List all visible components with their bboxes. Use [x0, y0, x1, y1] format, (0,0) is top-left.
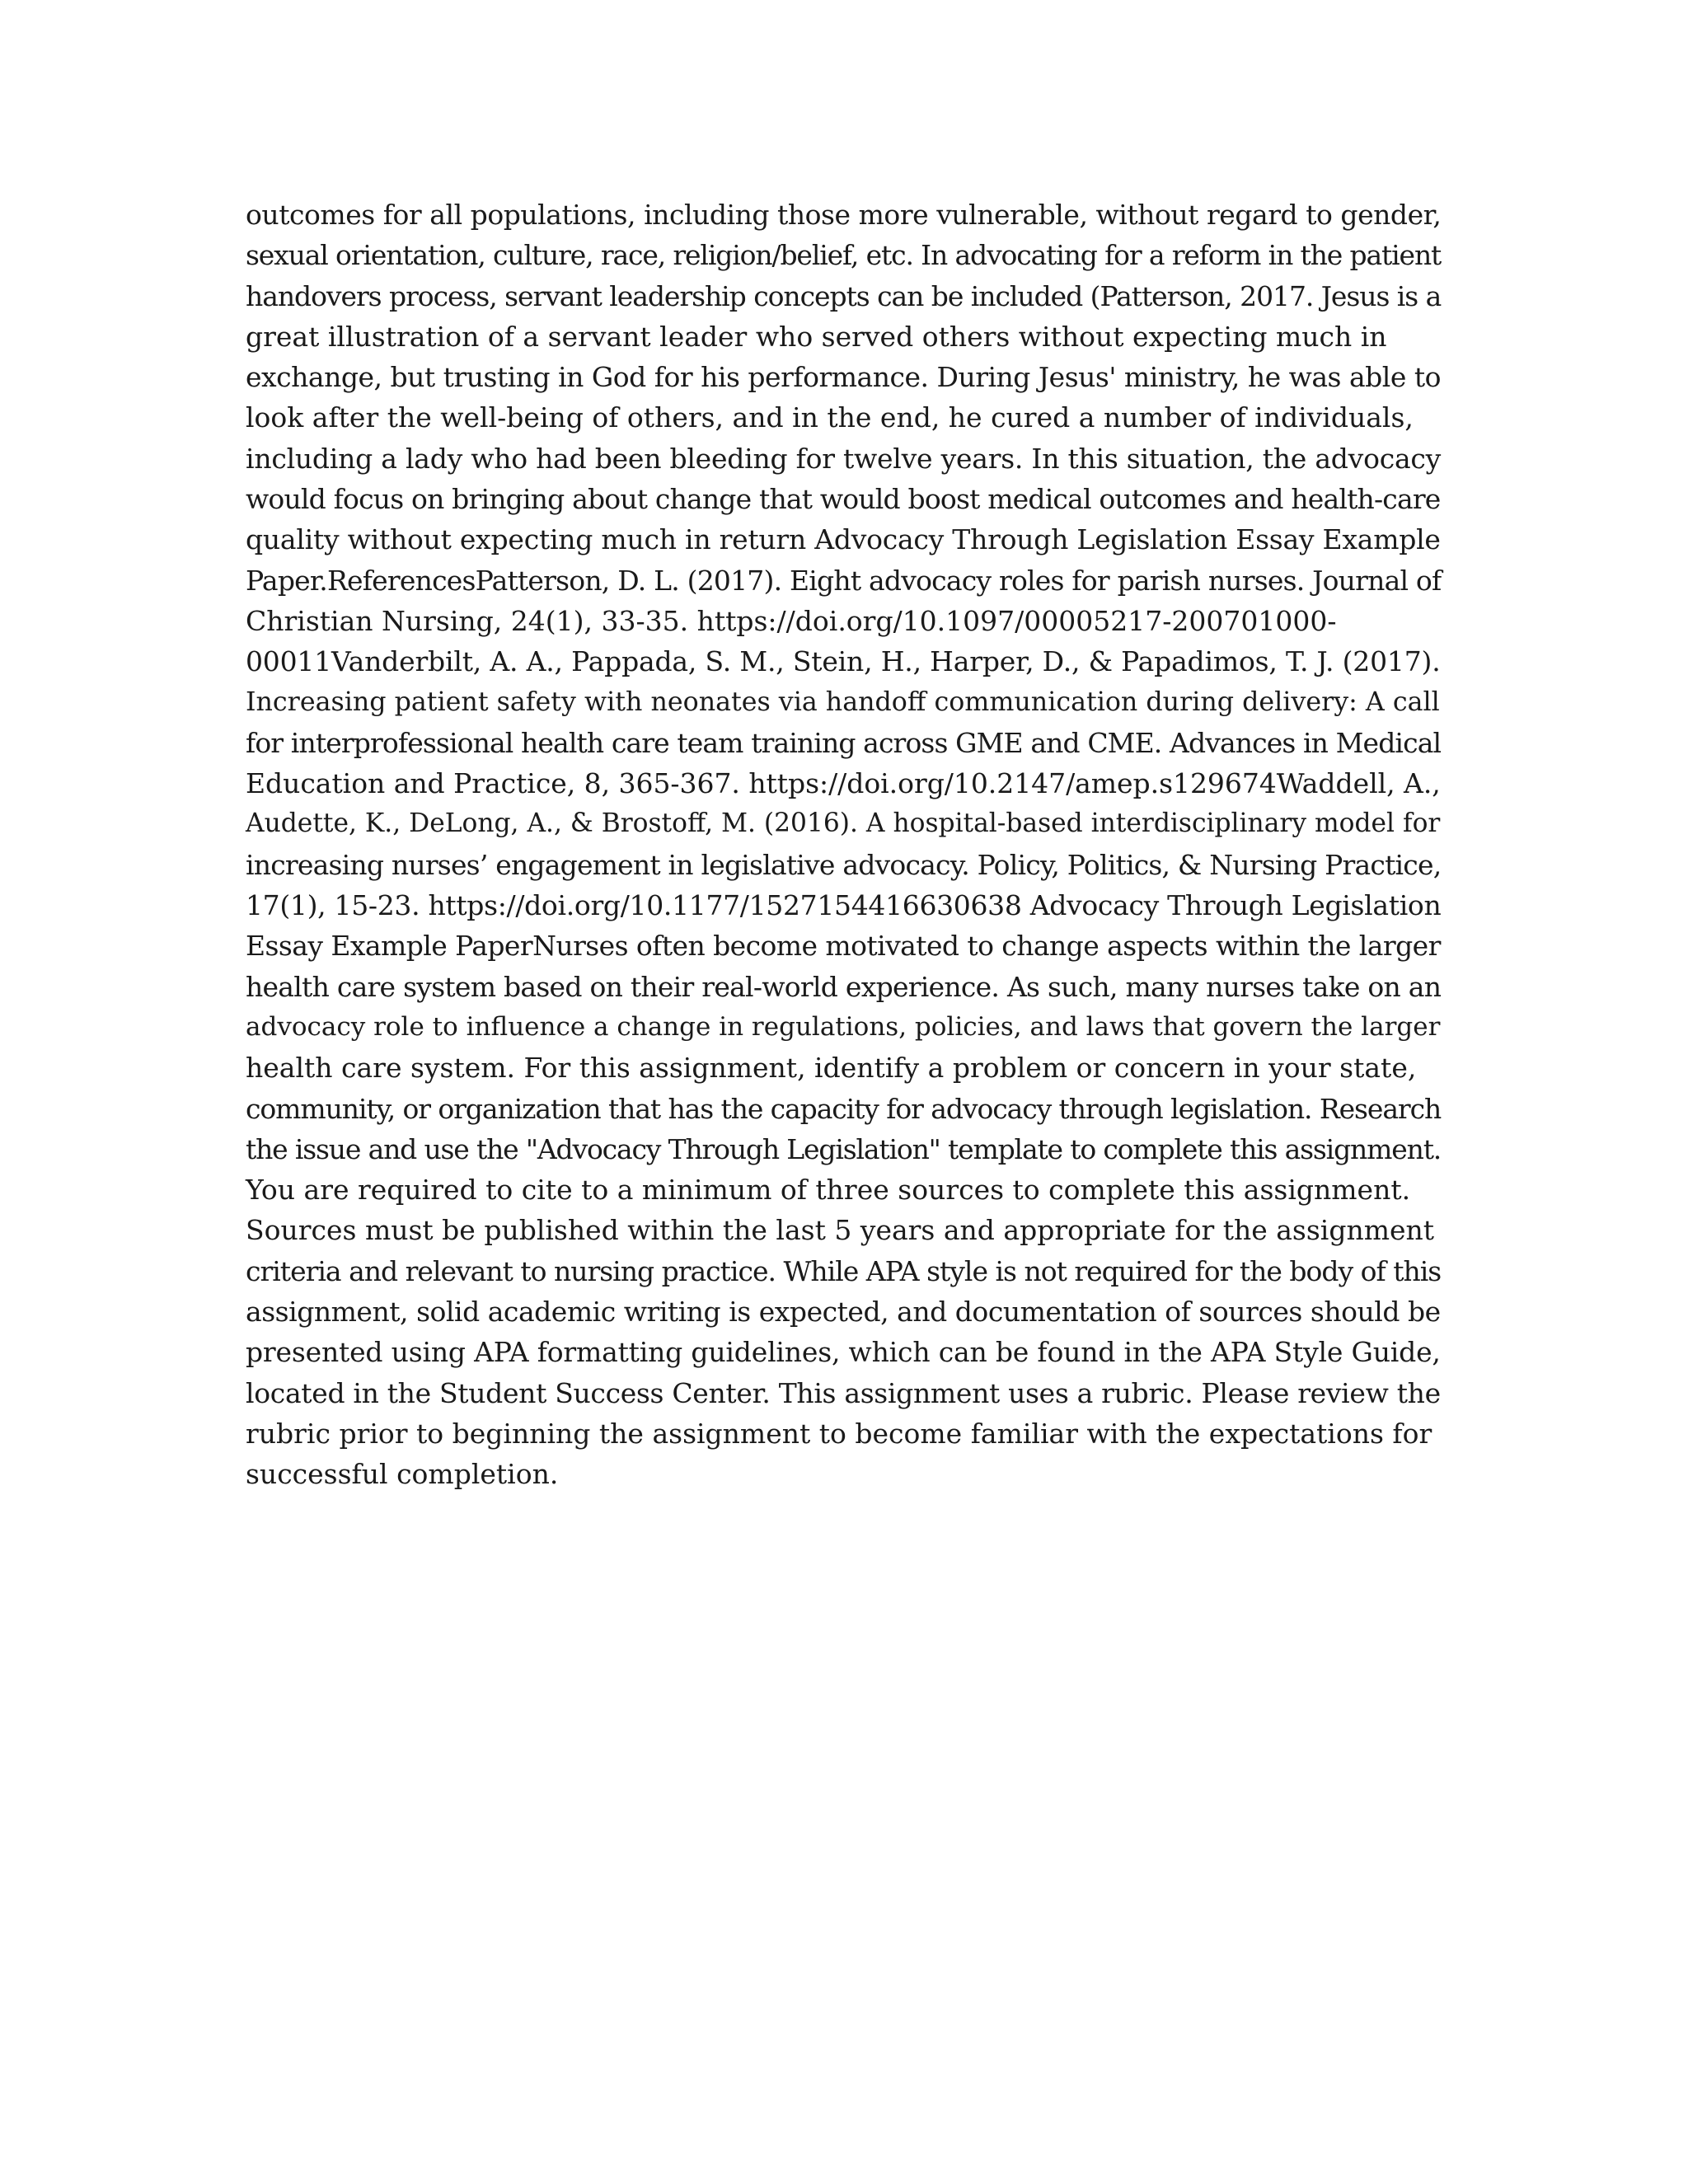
text-line: outcomes for all populations, including those more vulnerable, without regard to gender,: [246, 199, 1442, 231]
text-line: criteria and relevant to nursing practice. While APA style is not required for the body of this: [246, 1254, 1442, 1287]
text-line: health care system based on their real-world experience. As such, many nurses take on an: [246, 970, 1442, 1003]
text-line: handovers process, servant leadership concepts can be included (Patterson, 2017. Jesus is a: [246, 279, 1442, 312]
text-line: health care system. For this assignment, identify a problem or concern in your state,: [246, 1052, 1417, 1085]
text-line: Christian Nursing, 24(1), 33-35. https://doi.org/10.1097/00005217-200701000-: [246, 604, 1337, 637]
text-line: exchange, but trusting in God for his performance. During Jesus' ministry, he was able to: [246, 361, 1442, 394]
text-line: 17(1), 15-23. https://doi.org/10.1177/1527154416630638 Advocacy Through Legislation: [246, 889, 1442, 922]
text-line: for interprofessional health care team training across GME and CME. Advances in Medical: [246, 726, 1442, 759]
text-line: the issue and use the "Advocacy Through Legislation" template to complete this assignment.: [246, 1132, 1442, 1165]
text-line: 00011Vanderbilt, A. A., Pappada, S. M., Stein, H., Harper, D., & Papadimos, T. J. (2017).: [246, 645, 1441, 678]
text-line: You are required to cite to a minimum of three sources to complete this assignment.: [246, 1174, 1411, 1207]
text-line: sexual orientation, culture, race, religion/belief, etc. In advocating for a reform in the patient: [246, 239, 1442, 272]
body-text: [246, 194, 1441, 1495]
text-line: look after the well-being of others, and in the end, he cured a number of individuals,: [246, 401, 1414, 434]
text-line: located in the Student Success Center. This assignment uses a rubric. Please review the: [246, 1376, 1441, 1409]
text-line: great illustration of a servant leader who served others without expecting much in: [246, 320, 1387, 353]
text-line: advocacy role to influence a change in regulations, policies, and laws that govern the larger: [246, 1011, 1441, 1042]
text-line: Paper.ReferencesPatterson, D. L. (2017). Eight advocacy roles for parish nurses. Journal of: [246, 564, 1442, 597]
text-line: Increasing patient safety with neonates via handoff communication during delivery: A call: [246, 687, 1440, 717]
text-line: community, or organization that has the capacity for advocacy through legislation. Research: [246, 1092, 1442, 1125]
text-line: quality without expecting much in return Advocacy Through Legislation Essay Example: [246, 523, 1441, 556]
text-line: Education and Practice, 8, 365-367. https://doi.org/10.2147/amep.s129674Waddell, A.,: [246, 767, 1441, 800]
text-line: Sources must be published within the last 5 years and appropriate for the assignment: [246, 1214, 1435, 1247]
text-line: rubric prior to beginning the assignment to become familiar with the expectations for: [246, 1417, 1432, 1450]
text-line: including a lady who had been bleeding for twelve years. In this situation, the advocacy: [246, 442, 1442, 475]
text-line: would focus on bringing about change that would boost medical outcomes and health-care: [246, 483, 1441, 516]
text-line: assignment, solid academic writing is expected, and documentation of sources should be: [246, 1296, 1441, 1329]
text-line: successful completion.: [246, 1458, 559, 1491]
text-line: Audette, K., DeLong, A., & Brostoff, M. (2016). A hospital-based interdisciplinary model for: [246, 808, 1441, 839]
text-line: increasing nurses’ engagement in legislative advocacy. Policy, Politics, & Nursing Practice,: [246, 848, 1442, 881]
text-line: presented using APA formatting guidelines, which can be found in the APA Style Guide,: [246, 1336, 1441, 1369]
text-line: Essay Example PaperNurses often become motivated to change aspects within the larger: [246, 930, 1441, 963]
